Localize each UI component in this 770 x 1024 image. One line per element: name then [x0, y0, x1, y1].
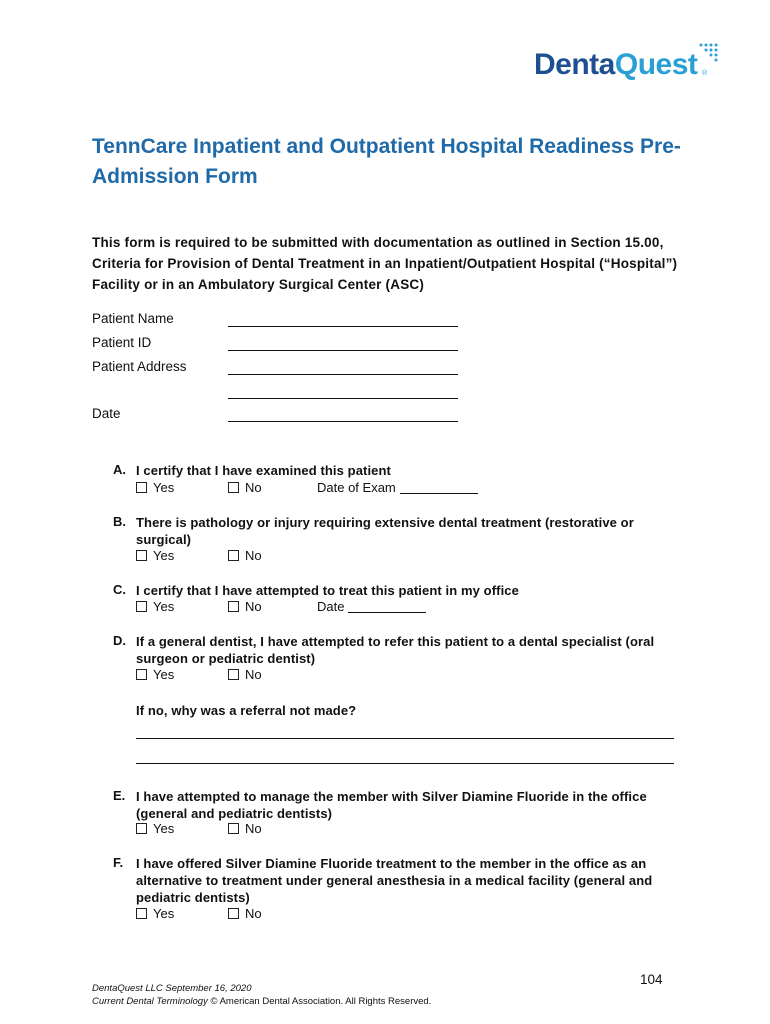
question-c-date [317, 599, 426, 614]
date-label-c: Date [317, 599, 345, 614]
date-field-c[interactable] [348, 601, 426, 613]
question-d-no[interactable] [228, 667, 262, 682]
question-e-no[interactable] [228, 821, 262, 836]
question-a-yes[interactable] [136, 480, 174, 495]
no-label: No [245, 667, 262, 682]
logo-wordmark [534, 48, 697, 82]
question-b-no[interactable] [228, 548, 262, 563]
checkbox-icon[interactable] [228, 482, 239, 493]
checkbox-icon[interactable] [136, 550, 147, 561]
logo-quest: Quest [614, 48, 698, 81]
question-f-text: I have offered Silver Diamine Fluoride treatment to the member in the office as an alternative to treatment under general anesthesia in a medical facility (general and pediatric dentists) [136, 856, 653, 905]
page-number: 104 [640, 972, 663, 987]
question-b-text: There is pathology or injury requiring extensive dental treatment (restorative or surgical) [136, 515, 634, 547]
checkbox-icon[interactable] [228, 908, 239, 919]
question-d-letter: D. [113, 633, 126, 648]
question-a-text: I certify that I have examined this patient [136, 463, 391, 478]
yes-label: Yes [153, 906, 175, 921]
checkbox-icon[interactable] [136, 601, 147, 612]
checkbox-icon[interactable] [228, 550, 239, 561]
form-title: TennCare Inpatient and Outpatient Hospital Readiness Pre-Admission Form [92, 135, 681, 188]
checkbox-icon[interactable] [136, 669, 147, 680]
question-c-no[interactable] [228, 599, 262, 614]
yes-label: Yes [153, 599, 175, 614]
checkbox-icon[interactable] [136, 908, 147, 919]
yes-label: Yes [153, 821, 175, 836]
question-b-yes[interactable] [136, 548, 174, 563]
checkbox-icon[interactable] [136, 823, 147, 834]
referral-question: If no, why was a referral not made? [136, 703, 357, 718]
logo-dots-icon [698, 42, 722, 64]
patient-id-field[interactable] [228, 350, 458, 351]
question-a-date-of-exam [317, 480, 478, 495]
date-of-exam-field[interactable] [400, 482, 478, 494]
checkbox-icon[interactable] [228, 601, 239, 612]
no-label: No [245, 821, 262, 836]
date-of-exam-label: Date of Exam [317, 480, 396, 495]
question-a-no[interactable] [228, 480, 262, 495]
yes-label: Yes [153, 548, 175, 563]
no-label: No [245, 599, 262, 614]
footer-copyright: © American Dental Association. All Rights Reserved. [207, 996, 432, 1007]
question-e-letter: E. [113, 788, 126, 803]
date-label: Date [92, 406, 121, 421]
question-d-yes[interactable] [136, 667, 174, 682]
question-c-yes[interactable] [136, 599, 174, 614]
no-label: No [245, 906, 262, 921]
patient-name-field[interactable] [228, 326, 458, 327]
intro-paragraph: This form is required to be submitted with documentation as outlined in Section 15.00, Criteria for Provision of Dental Treatment in an Inpatient/Outpatient Hospital (“Hospital”) Facility or in an Ambulatory Surgical Center (ASC) [92, 235, 678, 292]
date-field[interactable] [228, 421, 458, 422]
question-a-letter: A. [113, 462, 126, 477]
question-e-text: I have attempted to manage the member with Silver Diamine Fluoride in the office (general and pediatric dentists) [136, 789, 647, 821]
yes-label: Yes [153, 667, 175, 682]
no-label: No [245, 480, 262, 495]
referral-answer-line-1[interactable] [136, 738, 674, 739]
no-label: No [245, 548, 262, 563]
footer-cdt: Current Dental Terminology [92, 996, 208, 1007]
question-f-yes[interactable] [136, 906, 174, 921]
yes-label: Yes [153, 480, 175, 495]
question-d-text: If a general dentist, I have attempted to refer this patient to a dental specialist (oral surgeon or pediatric dentist) [136, 634, 655, 666]
question-c-letter: C. [113, 582, 126, 597]
question-f-no[interactable] [228, 906, 262, 921]
question-c-text: I certify that I have attempted to treat this patient in my office [136, 583, 519, 598]
footer-line-1: DentaQuest LLC September 16, 2020 [92, 983, 252, 994]
checkbox-icon[interactable] [228, 669, 239, 680]
patient-address-field-1[interactable] [228, 374, 458, 375]
footer-line-2 [92, 996, 431, 1007]
checkbox-icon[interactable] [228, 823, 239, 834]
logo-trademark: ® [702, 70, 708, 77]
dentaquest-logo [534, 42, 734, 86]
referral-answer-line-2[interactable] [136, 763, 674, 764]
patient-address-label: Patient Address [92, 359, 187, 374]
patient-address-field-2[interactable] [228, 398, 458, 399]
question-b-letter: B. [113, 514, 126, 529]
patient-name-label: Patient Name [92, 311, 174, 326]
question-e-yes[interactable] [136, 821, 174, 836]
logo-denta: Denta [534, 48, 615, 81]
checkbox-icon[interactable] [136, 482, 147, 493]
patient-id-label: Patient ID [92, 335, 152, 350]
question-f-letter: F. [113, 855, 124, 870]
